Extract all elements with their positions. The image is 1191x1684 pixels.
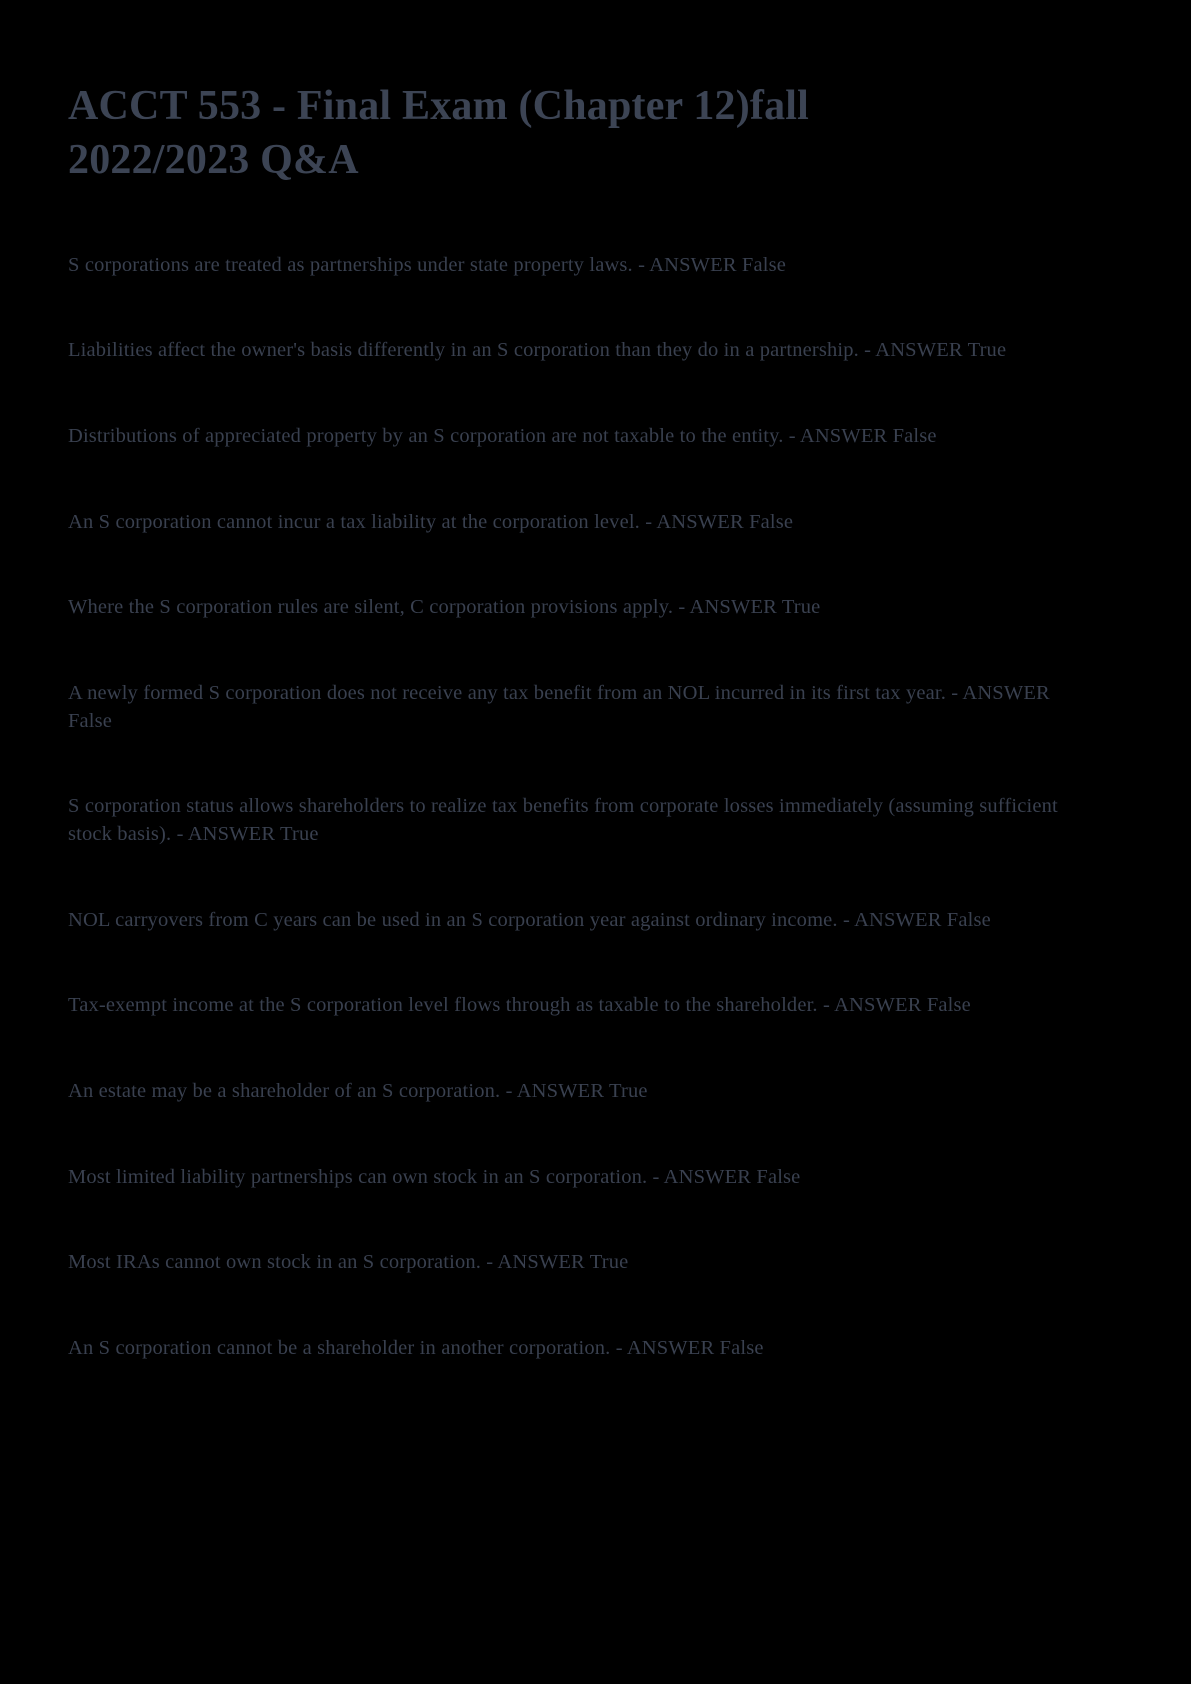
list-item: Most limited liability partnerships can own stock in an S corporation. - ANSWER False — [68, 1165, 801, 1188]
list-item: Tax-exempt income at the S corporation level flows through as taxable to the shareholder. - ANSWER False — [68, 994, 971, 1017]
list-item: Most IRAs cannot own stock in an S corporation. - ANSWER True — [68, 1251, 629, 1274]
list-item: A newly formed S corporation does not receive any tax benefit from an NOL incurred in its first tax year. - ANSWER False — [68, 681, 1050, 732]
list-item: An estate may be a shareholder of an S corporation. - ANSWER True — [68, 1079, 648, 1102]
list-item: An S corporation cannot be a shareholder in another corporation. - ANSWER False — [68, 1336, 764, 1359]
list-item: An S corporation cannot incur a tax liability at the corporation level. - ANSWER False — [68, 510, 794, 533]
list-item: Where the S corporation rules are silent, C corporation provisions apply. - ANSWER True — [68, 596, 821, 619]
list-item: Distributions of appreciated property by an S corporation are not taxable to the entity. - ANSWER False — [68, 424, 937, 447]
list-item: S corporation status allows shareholders to realize tax benefits from corporate losses immediately (assuming sufficient stock basis). - ANSWER True — [68, 795, 1058, 845]
page-title: ACCT 553 - Final Exam (Chapter 12)fall 2022/2023 Q&A — [68, 83, 810, 183]
qa-list — [68, 252, 1123, 1363]
list-item: Liabilities affect the owner's basis differently in an S corporation than they do in a partnership. - ANSWER True — [68, 339, 1007, 362]
list-item: S corporations are treated as partnerships under state property laws. - ANSWER False — [68, 253, 786, 276]
list-item: NOL carryovers from C years can be used in an S corporation year against ordinary income. - ANSWER False — [68, 908, 991, 931]
